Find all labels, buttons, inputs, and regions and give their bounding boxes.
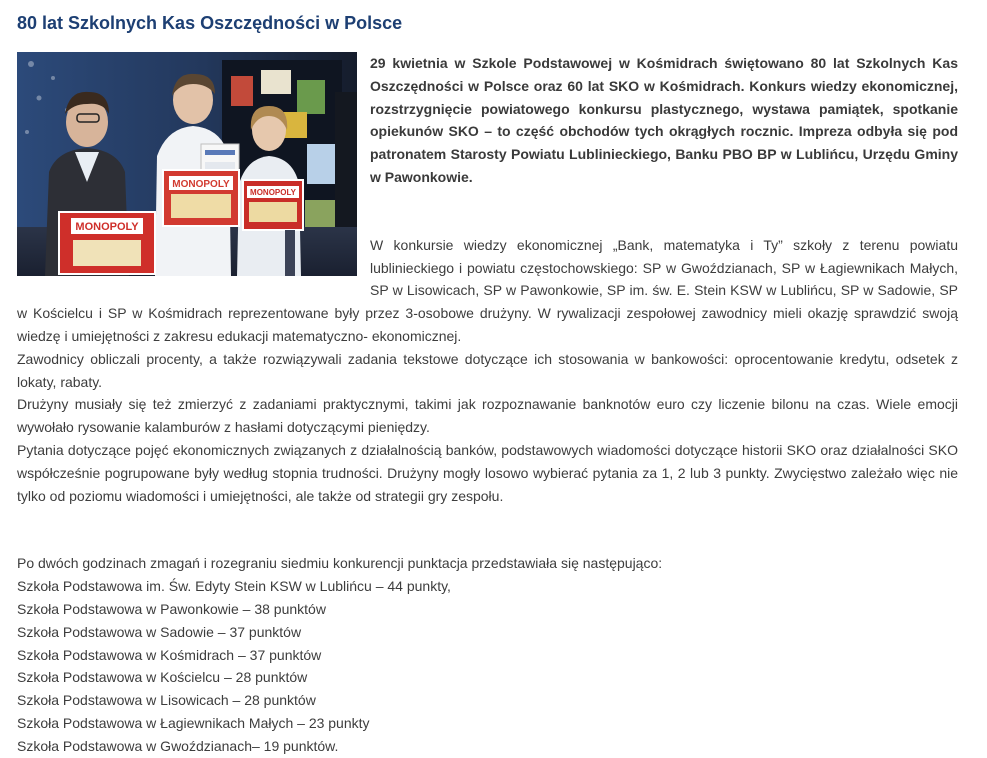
box-2-label: MONOPOLY — [172, 179, 230, 190]
box-1-label: MONOPOLY — [75, 221, 139, 233]
photo-students-with-monopoly-games-icon — [17, 52, 357, 276]
results-item: Szkoła Podstawowa w Sadowie – 37 punktów — [17, 623, 302, 640]
results-item: Szkoła Podstawowa w Łagiewnikach Małych – 23 punkty — [17, 714, 370, 731]
results-item: Szkoła Podstawowa im. Św. Edyty Stein KSW w Lublińcu – 44 punkty, — [17, 578, 451, 595]
spacer — [17, 507, 958, 552]
article-paragraph: Drużyny musiały się też zmierzyć z zadaniami praktycznymi, takimi jak rozpoznawanie banknotów euro czy liczenie bilonu na czas. Wiele emocji wywołało rysowanie kalamburów z hasłami dotyczącymi pieniędzy. — [17, 396, 958, 436]
results-lead: Po dwóch godzinach zmagań i rozegraniu siedmiu konkurencji punktacja przedstawiała się następująco: — [17, 555, 663, 572]
article-title: 80 lat Szkolnych Kas Oszczędności w Polsce — [17, 13, 403, 33]
article-paragraph: Pytania dotyczące pojęć ekonomicznych związanych z działalnością banków, podstawowych wiadomości dotyczące historii SKO oraz działalności SKO współcześnie pogrupowane były według stopnia trudności. Drużyny mogły losowo wybierać pytania za 1, 2 lub 3 punkty. Zwycięstwo zależało więc nie tylko od poziomu wiadomości i umiejętności, ale także od strategii gry zespołu. — [17, 441, 958, 504]
box-3-label: MONOPOLY — [250, 188, 296, 197]
results-item: Szkoła Podstawowa w Kościelcu – 28 punktów — [17, 669, 308, 686]
article-paragraph: W konkursie wiedzy ekonomicznej „Bank, matematyka i Ty” szkoły z terenu powiatu lublinieckiego i powiatu częstochowskiego: SP w Gwoździanach, SP w Łagiewnikach Małych, SP w Lisowicach, SP w Pawonkowie, SP im. św. E. Stein KSW w Lublińcu, SP w Sadowie, SP w Kościelcu i SP w Kośmidrach reprezentowane były przez 3-osobowe drużyny. W rywalizacji zespołowej zawodnicy mieli okazję sprawdzić swoją wiedzę i umiejętności z zakresu edukacji matematyczno- ekonomicznej. — [17, 236, 958, 344]
article-body — [17, 52, 958, 758]
article-intro: 29 kwietnia w Szkole Podstawowej w Kośmidrach świętowano 80 lat Szkolnych Kas Oszczędności w Polsce oraz 60 lat SKO w Kośmidrach. Konkurs wiedzy ekonomicznej, rozstrzygnięcie powiatowego konkursu plastycznego, wystawa pamiątek, spotkanie opiekunów SKO – to część obchodów tych okrągłych rocznic. Impreza odbyła się pod patronatem Starosty Powiatu Lublinieckiego, Banku PBO BP w Lublińcu, Urzędu Gminy w Pawonkowie. — [370, 55, 958, 185]
results-item: Szkoła Podstawowa w Gwoździanach– 19 punktów. — [17, 737, 339, 754]
article-paragraph: Zawodnicy obliczali procenty, a także rozwiązywali zadania tekstowe dotyczące ich stosowania w bankowości: oprocentowanie kredytu, odsetek z lokaty, rabaty. — [17, 350, 958, 390]
results-list — [17, 575, 958, 757]
results-item: Szkoła Podstawowa w Kośmidrach – 37 punktów — [17, 646, 322, 663]
results-item: Szkoła Podstawowa w Lisowicach – 28 punktów — [17, 692, 316, 709]
article — [17, 10, 958, 758]
results-item: Szkoła Podstawowa w Pawonkowie – 38 punktów — [17, 600, 326, 617]
